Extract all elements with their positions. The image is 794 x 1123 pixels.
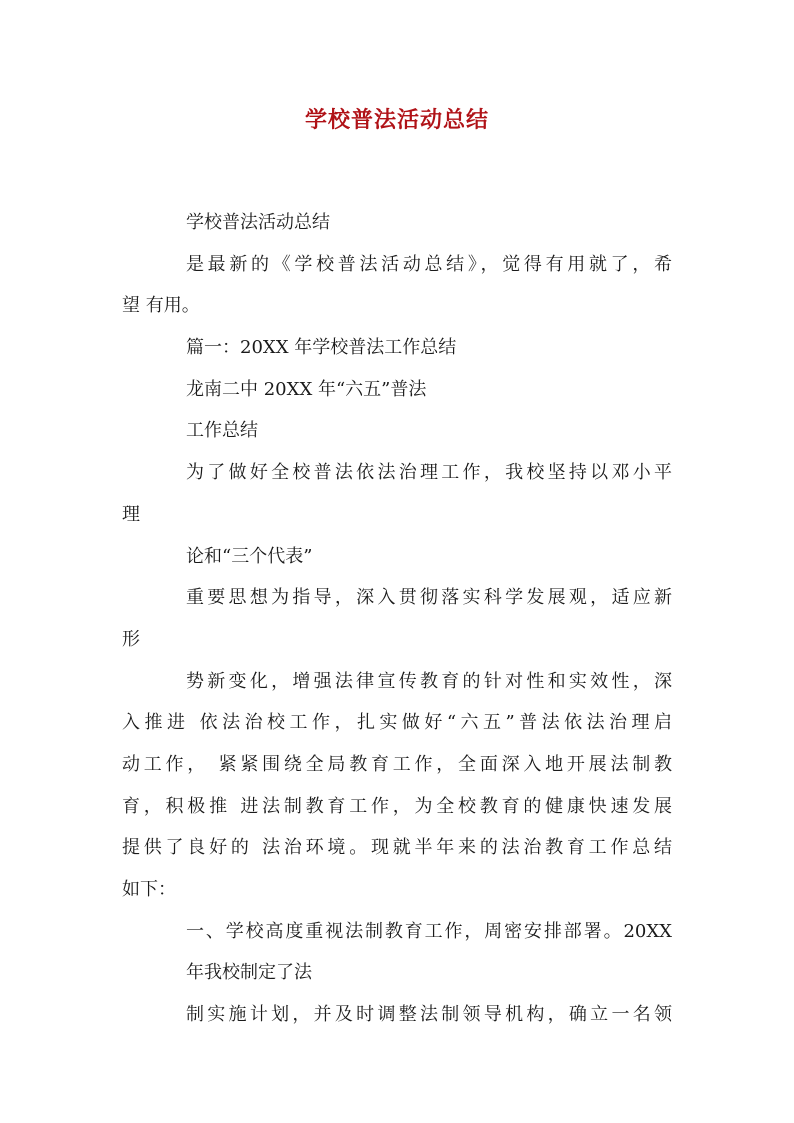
paragraph-line: 势新变化，增强法律宣传教育的针对性和实效性，深 — [186, 670, 672, 692]
paragraph-line: 理 — [122, 503, 140, 525]
paragraph-line: 制实施计划，并及时调整法制领导机构，确立一名领 — [186, 1004, 672, 1026]
paragraph-line: 育，积极推 进法制教育工作，为全校教育的健康快速发展 — [122, 795, 672, 817]
paragraph-line: 入推进 依法治校工作，扎实做好“六五”普法依法治理启 — [122, 712, 672, 734]
paragraph-line: 如下： — [122, 879, 176, 900]
paragraph-line: 为了做好全校普法依法治理工作，我校坚持以邓小平 — [186, 462, 672, 484]
paragraph-line: 形 — [122, 628, 140, 650]
paragraph-line: 望 有用。 — [122, 295, 200, 317]
paragraph-line: 工作总结 — [186, 420, 258, 442]
paragraph-line: 一、学校高度重视法制教育工作，周密安排部署。20XX — [186, 920, 672, 942]
document-title: 学校普法活动总结 — [304, 107, 489, 133]
paragraph-line: 动工作， 紧紧围绕全局教育工作，全面深入地开展法制教 — [122, 753, 672, 775]
paragraph-line: 龙南二中 20XX 年“六五”普法 — [186, 378, 427, 400]
document-body — [122, 202, 672, 1036]
paragraph-line: 年我校制定了法 — [186, 962, 312, 984]
paragraph-line: 篇一：20XX 年学校普法工作总结 — [186, 337, 457, 359]
paragraph-line: 论和“三个代表” — [186, 545, 313, 567]
paragraph-line: 学校普法活动总结 — [186, 212, 330, 233]
paragraph-line: 是最新的《学校普法活动总结》，觉得有用就了，希 — [186, 253, 672, 275]
paragraph-line: 提供了良好的 法治环境。现就半年来的法治教育工作总结 — [122, 837, 672, 859]
paragraph-line: 重要思想为指导，深入贯彻落实科学发展观，适应新 — [186, 587, 672, 609]
